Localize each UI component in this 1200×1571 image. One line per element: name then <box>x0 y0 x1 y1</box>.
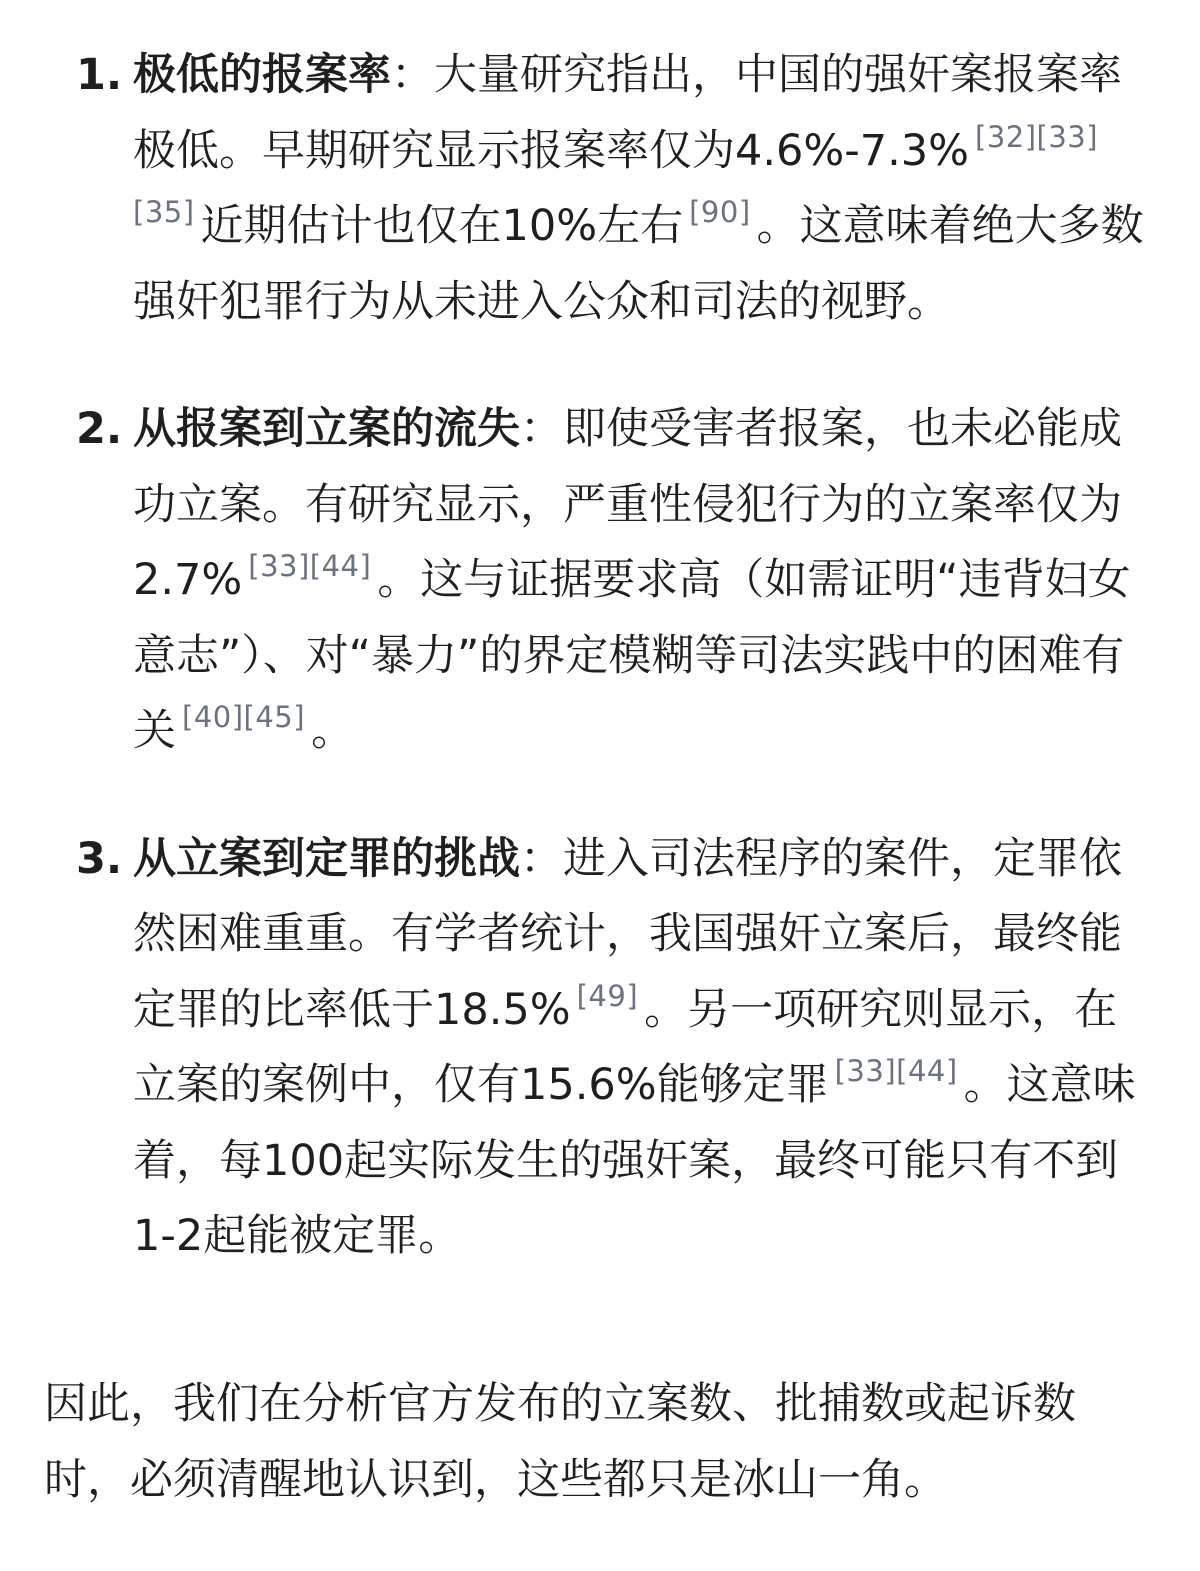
list-item-text: 近期估计也仅在10%左右 <box>200 201 684 251</box>
citation-link[interactable]: [32][33][35] <box>133 119 1099 230</box>
list-item-number: 2. <box>76 404 123 454</box>
list-item <box>0 38 1200 340</box>
list-item-term: 从报案到立案的流失 <box>133 404 520 454</box>
list-item-text: 。 <box>311 706 355 756</box>
citation-link[interactable]: [33][44] <box>248 549 372 584</box>
citation-link[interactable]: [33][44] <box>834 1054 958 1089</box>
citation-link[interactable]: [90] <box>689 195 751 230</box>
list-item-text: ：大量研究指出，中国的强奸案报案率极低。早期研究显示报案率仅为4.6%-7.3% <box>133 50 1122 176</box>
list-item <box>0 392 1200 770</box>
list-item <box>0 822 1200 1275</box>
numbered-list <box>0 38 1200 1327</box>
list-item-text: 。这与证据要求高（如需证明“违背妇女意志”）、对“暴力”的界定模糊等司法实践中的困难有关 <box>133 555 1131 756</box>
list-item-text: 。这意味着，每100起实际发生的强奸案，最终可能只有不到1-2起能被定罪。 <box>133 1060 1136 1261</box>
list-item-text: 。这意味着绝大多数强奸犯罪行为从未进入公众和司法的视野。 <box>133 201 1144 327</box>
list-item-term: 极低的报案率 <box>133 50 391 100</box>
list-item-text: ：进入司法程序的案件，定罪依然困难重重。有学者统计，我国强奸立案后，最终能定罪的比率低于18.5% <box>133 833 1122 1035</box>
list-item-text: 。另一项研究则显示，在立案的案例中，仅有15.6%能够定罪 <box>133 984 1118 1110</box>
citation-link[interactable]: [49] <box>576 978 639 1013</box>
list-item-number: 3. <box>76 833 123 884</box>
list-item-number: 1. <box>76 50 123 100</box>
list-item-text: ：即使受害者报案，也未必能成功立案。有研究显示，严重性侵犯行为的立案率仅为2.7% <box>133 404 1122 605</box>
list-item-term: 从立案到定罪的挑战 <box>133 833 520 884</box>
citation-link[interactable]: [40][45] <box>182 700 306 735</box>
conclusion-paragraph: 因此，我们在分析官方发布的立案数、批捕数或起诉数时，必须清醒地认识到，这些都只是冰山一角。 <box>44 1379 1076 1505</box>
